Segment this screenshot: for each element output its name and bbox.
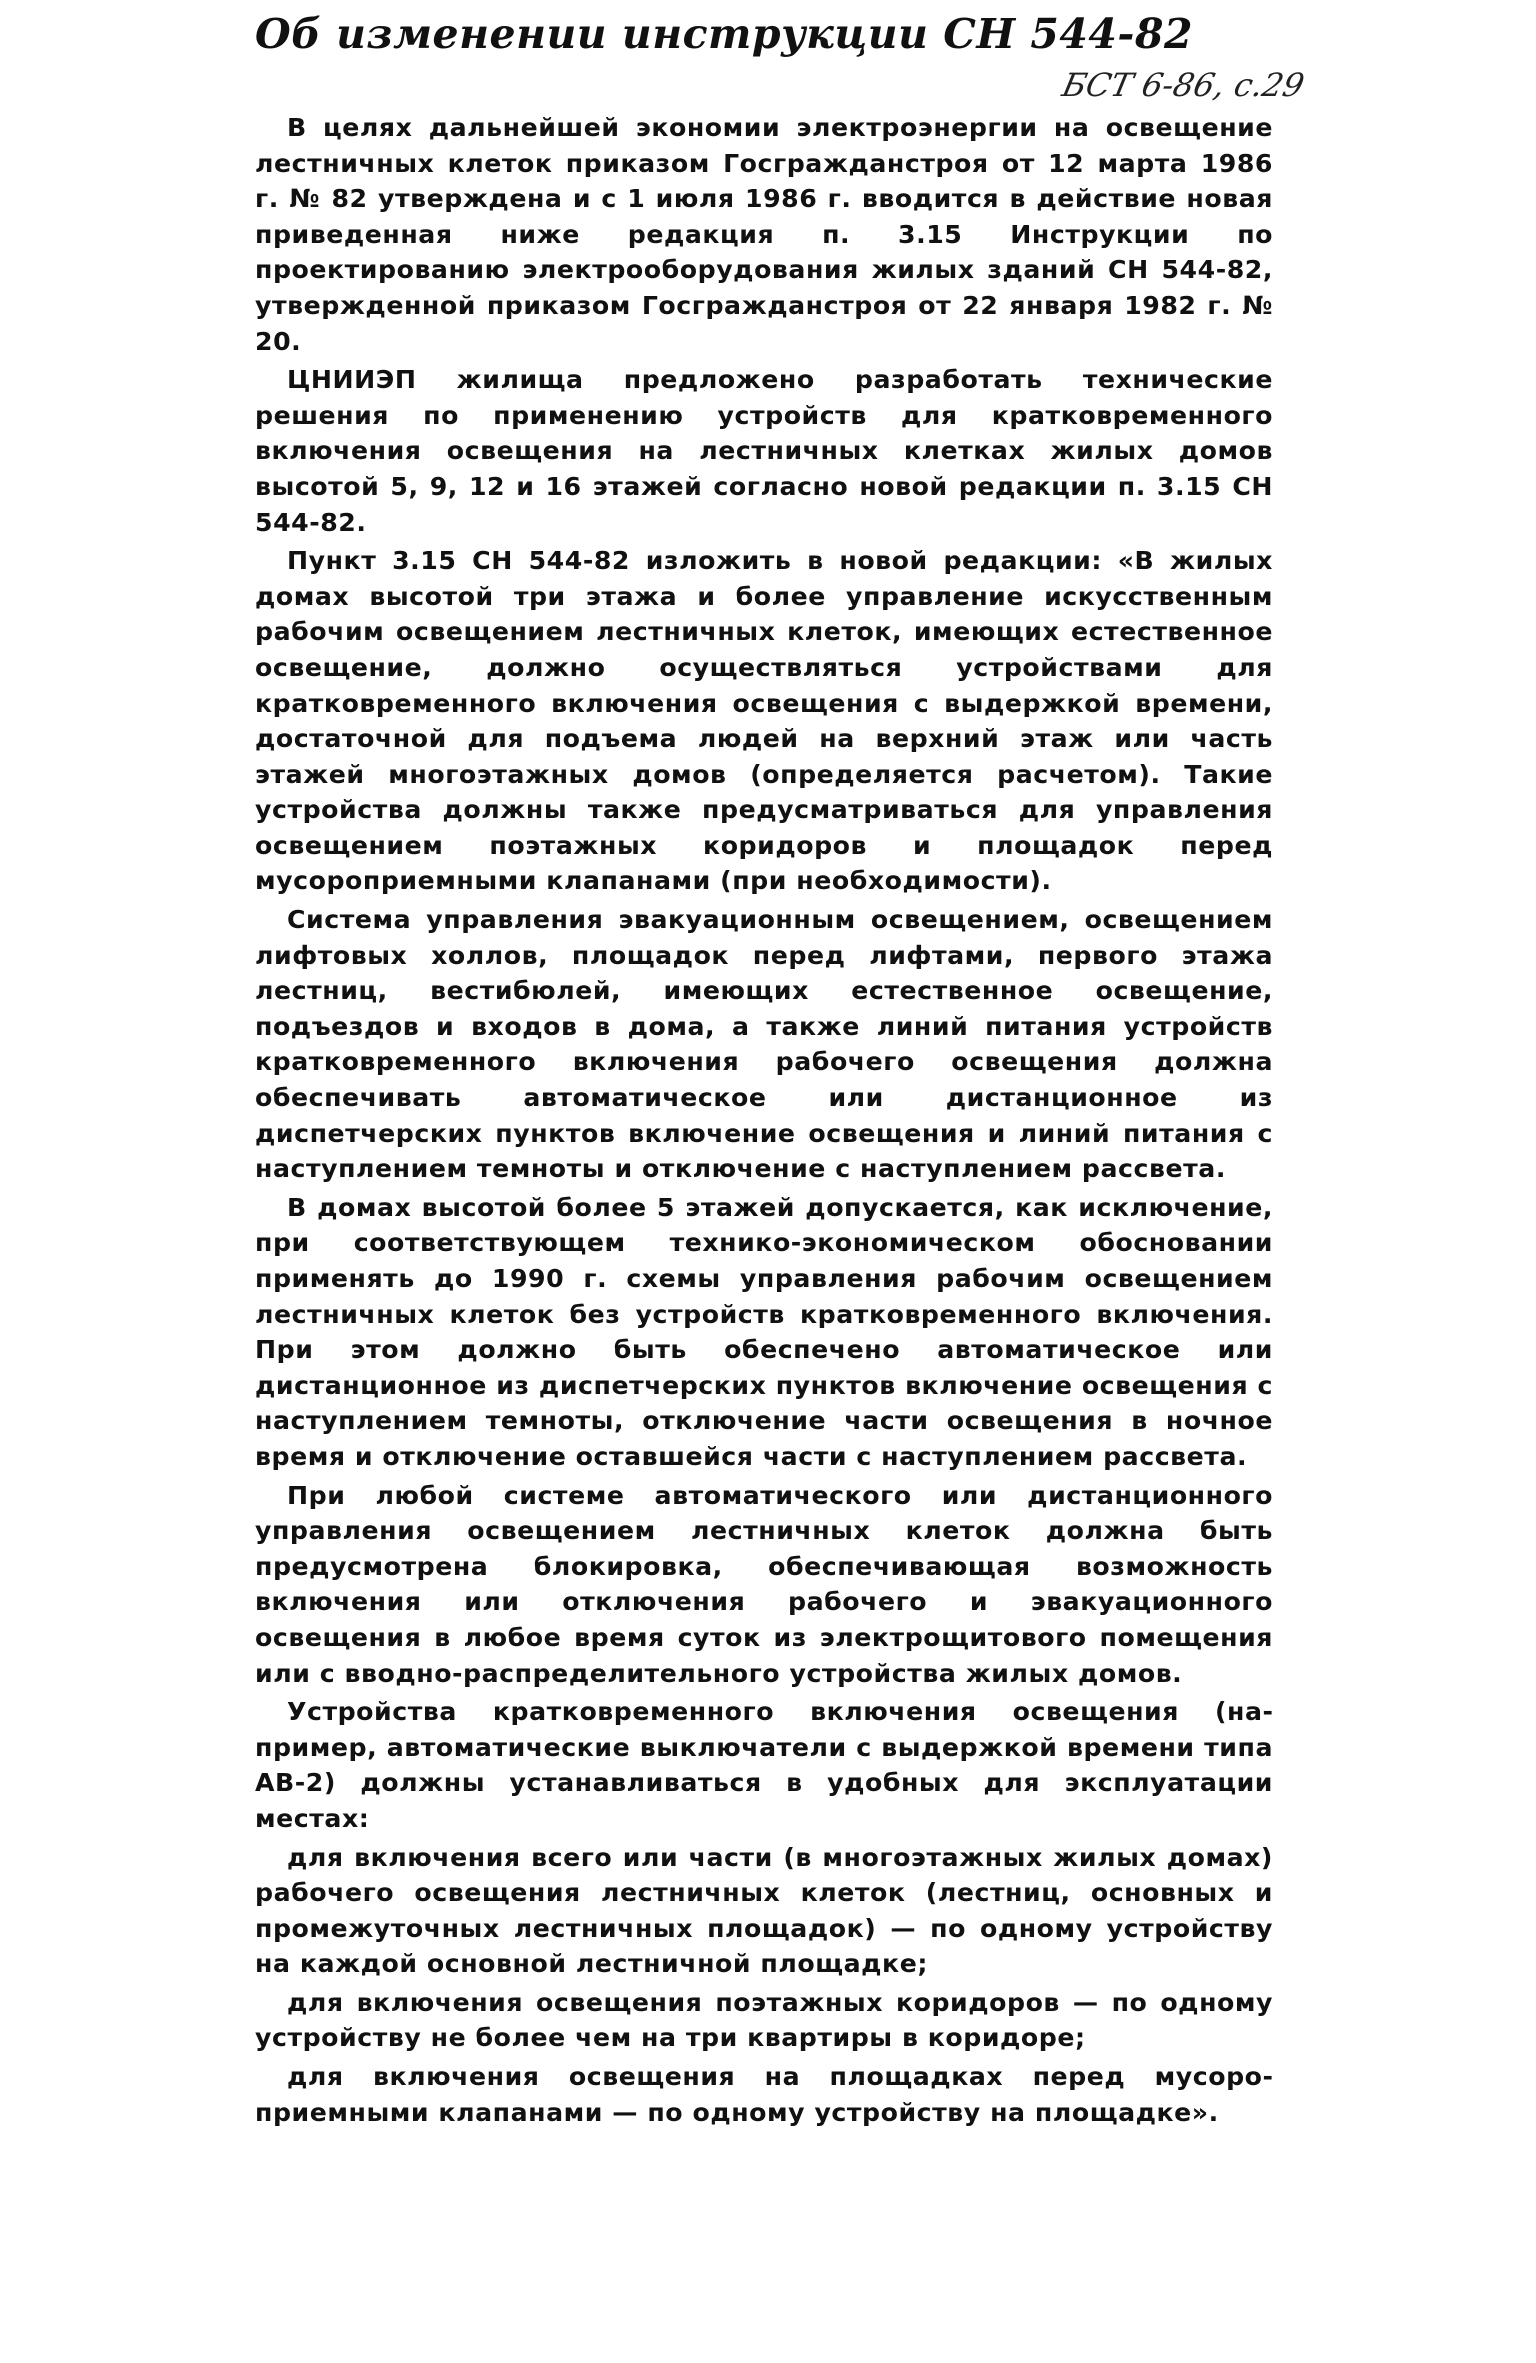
list-item-2: [255, 1985, 1273, 2056]
paragraph-5: [255, 1190, 1273, 1475]
paragraph-text: ЦНИИЭП жилища предложено разработать технические решения по применению устройств для кратковременного включения освещения на лестничных клетках жилых домов высотой 5, 9, 12 и 16 этажей согласно новой редакции п. 3.15 СН 544-82.: [255, 365, 1273, 537]
list-item-1: [255, 1840, 1273, 1982]
paragraph-text: Устройства кратковременного включения освещения (например, автоматические выключатели с выдержкой времени типа АВ-2) должны устанавливаться в удобных для эксплуатации местах:: [255, 1697, 1273, 1833]
paragraph-4: [255, 902, 1273, 1187]
paragraph-6: [255, 1478, 1273, 1692]
list-item-text: для включения освещения на площадках перед мусороприемными клапанами — по одному устройству на площадке».: [255, 2062, 1273, 2127]
paragraph-text: Система управления эвакуационным освещением, освещением лифтовых холлов, площадок перед лифтами, первого этажа лестниц, вестибюлей, имеющих естественное освещение, подъездов и входов в дома, а также линий питания устройств кратковременного включения рабочего освещения должна обеспечивать автоматическое или дистанционное из диспетчерских пунктов включение освещения и линий питания с наступлением темноты и отключение с наступлением рассвета.: [255, 905, 1273, 1184]
handwritten-source-note: БСТ 6-86, с.29: [1058, 66, 1308, 104]
paragraph-1: [255, 110, 1273, 359]
paragraph-text: В домах высотой более 5 этажей допускается, как исключение, при соответствующем технико-экономическом обосновании применять до 1990 г. схемы управления рабочим освещением лестничных клеток без устройств кратковременного включения. При этом должно быть обеспечено автоматическое или дистанционное из диспетчерских пунктов включение освещения с наступлением темноты, отключение части освещения в ночное время и отключение оставшейся части с наступлением рассвета.: [255, 1192, 1273, 1471]
list-item-3: [255, 2059, 1273, 2130]
paragraph-lead: Пункт 3.15 СН 544-82: [287, 546, 630, 576]
document-body: [255, 110, 1273, 2133]
list-item-text: для включения освещения поэтажных коридоров — по одному устройству не более чем на три квартиры в коридоре;: [255, 1987, 1273, 2053]
paragraph-text: изложить в новой редакции: «В жилых домах высотой три этажа и более управление искусственным рабочим освещением лестничных клеток, имеющих естественное освещение, должно осуществляться устройствами для кратковременного включения освещения с выдержкой времени, достаточной для подъема людей на верхний этаж или часть этажей многоэтажных домов (определяется расчетом). Такие устройства должны также предусматриваться для управления освещением поэтажных коридоров и площадок перед мусороприемными клапанами (при необходимости).: [255, 546, 1273, 896]
paragraph-7: [255, 1694, 1273, 1836]
list-item-text: для включения всего или части (в многоэтажных жилых домах) рабочего освещения лестничных клеток (лестниц, основных и промежуточных лестничных площадок) — по одному устройству на каждой основной лестничной площадке;: [255, 1842, 1273, 1979]
paragraph-2: [255, 362, 1273, 540]
paragraph-text: В целях дальнейшей экономии электроэнергии на освещение лестничных клеток приказом Госгражданстроя от 12 марта 1986 г. № 82 утверждена и с 1 июля 1986 г. вводится в действие новая приведенная ниже редакция п. 3.15 Инструкции по проектированию электрооборудования жилых зданий СН 544-82, утвержденной приказом Госгражданстроя от 22 января 1982 г. № 20.: [255, 113, 1273, 356]
paragraph-3: [255, 543, 1273, 899]
document-title: Об изменении инструкции СН 544-82: [255, 10, 1193, 58]
paragraph-text: При любой системе автоматического или дистанционного управления освещением лестничных клеток должна быть предусмотрена блокировка, обеспечивающая возможность включения или отключения рабочего и эвакуационного освещения в любое время суток из электрощитового помещения или с вводно-распределительного устройства жилых домов.: [255, 1480, 1273, 1688]
